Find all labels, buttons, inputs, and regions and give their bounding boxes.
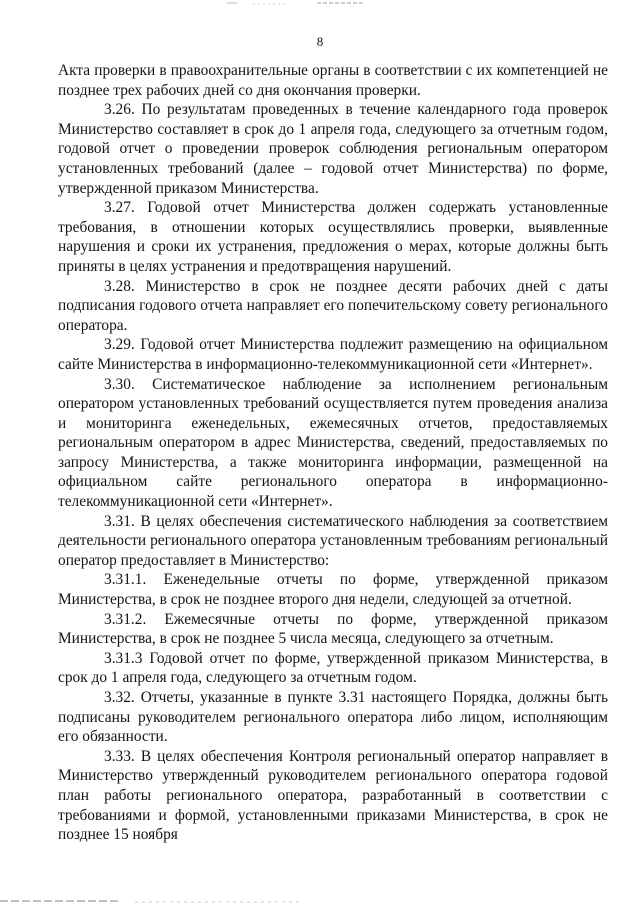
document-body bbox=[58, 61, 608, 845]
paragraph-continuation: Акта проверки в правоохранительные органы в соответствии с их компетенцией не позднее трех рабочих дней со дня окончания проверки. bbox=[58, 62, 608, 99]
paragraph-3-31-2: 3.31.2. Ежемесячные отчеты по форме, утвержденной приказом Министерства, в срок не позднее 5 числа месяца, следующего за отчетным. bbox=[58, 610, 608, 648]
scan-artifact-bottom bbox=[0, 895, 640, 905]
paragraph-3-26: 3.26. По результатам проведенных в течение календарного года проверок Министерство составляет в срок до 1 апреля года, следующего за отчетным годом, годовой отчет о проведении проверок соблюдения региональным оператором установленных требований (далее – годовой отчет Министерства) по форме, утвержденной приказом Министерства. bbox=[58, 101, 608, 197]
paragraph-3-32: 3.32. Отчеты, указанные в пункте 3.31 настоящего Порядка, должны быть подписаны руководителем регионального оператора либо лицом, исполняющим его обязанности. bbox=[58, 689, 608, 746]
paragraph-3-30: 3.30. Систематическое наблюдение за исполнением региональным оператором установленных требований осуществляется путем проведения анализа и мониторинга еженедельных, ежемесячных отчетов, предоставляемых региональным оператором в адрес Министерства, сведений, предоставляемых по запросу Министерства, а также мониторинга информации, размещенной на официальном сайте регионального оператора в информационно-телекоммуникационной сети «Интернет». bbox=[58, 375, 608, 511]
paragraph-3-31: 3.31. В целях обеспечения систематического наблюдения за соответствием деятельности регионального оператора установленным требованиям региональный оператор предоставляет в Министерство: bbox=[58, 512, 608, 569]
paragraph-3-27: 3.27. Годовой отчет Министерства должен содержать установленные требования, в отношении которых осуществлялись проверки, выявленные нарушения и сроки их устранения, предложения о мерах, которые должны быть приняты в целях устранения и предотвращения нарушений. bbox=[58, 199, 608, 275]
paragraph-3-29: 3.29. Годовой отчет Министерства подлежит размещению на официальном сайте Министерства в информационно-телекоммуникационной сети «Интернет». bbox=[58, 336, 608, 373]
paragraph-3-33: 3.33. В целях обеспечения Контроля региональный оператор направляет в Министерство утвержденный руководителем регионального оператора годовой план работы регионального оператора, разработанный в соответствии с требованиями и формой, установленными приказами Министерства, в срок не позднее 15 ноября bbox=[58, 747, 608, 844]
paragraph-3-31-3: 3.31.3 Годовой отчет по форме, утвержденной приказом Министерства, в срок до 1 апреля года, следующего за отчетным годом. bbox=[58, 649, 608, 687]
paragraph-3-31-1: 3.31.1. Еженедельные отчеты по форме, утвержденной приказом Министерства, в срок не позднее второго дня недели, следующей за отчетной. bbox=[58, 571, 608, 609]
paragraph-3-28: 3.28. Министерство в срок не позднее десяти рабочих дней с даты подписания годового отчета направляет его попечительскому совету регионального оператора. bbox=[58, 277, 608, 334]
scan-artifact-top bbox=[225, 0, 375, 8]
page-number: 8 bbox=[316, 34, 324, 49]
